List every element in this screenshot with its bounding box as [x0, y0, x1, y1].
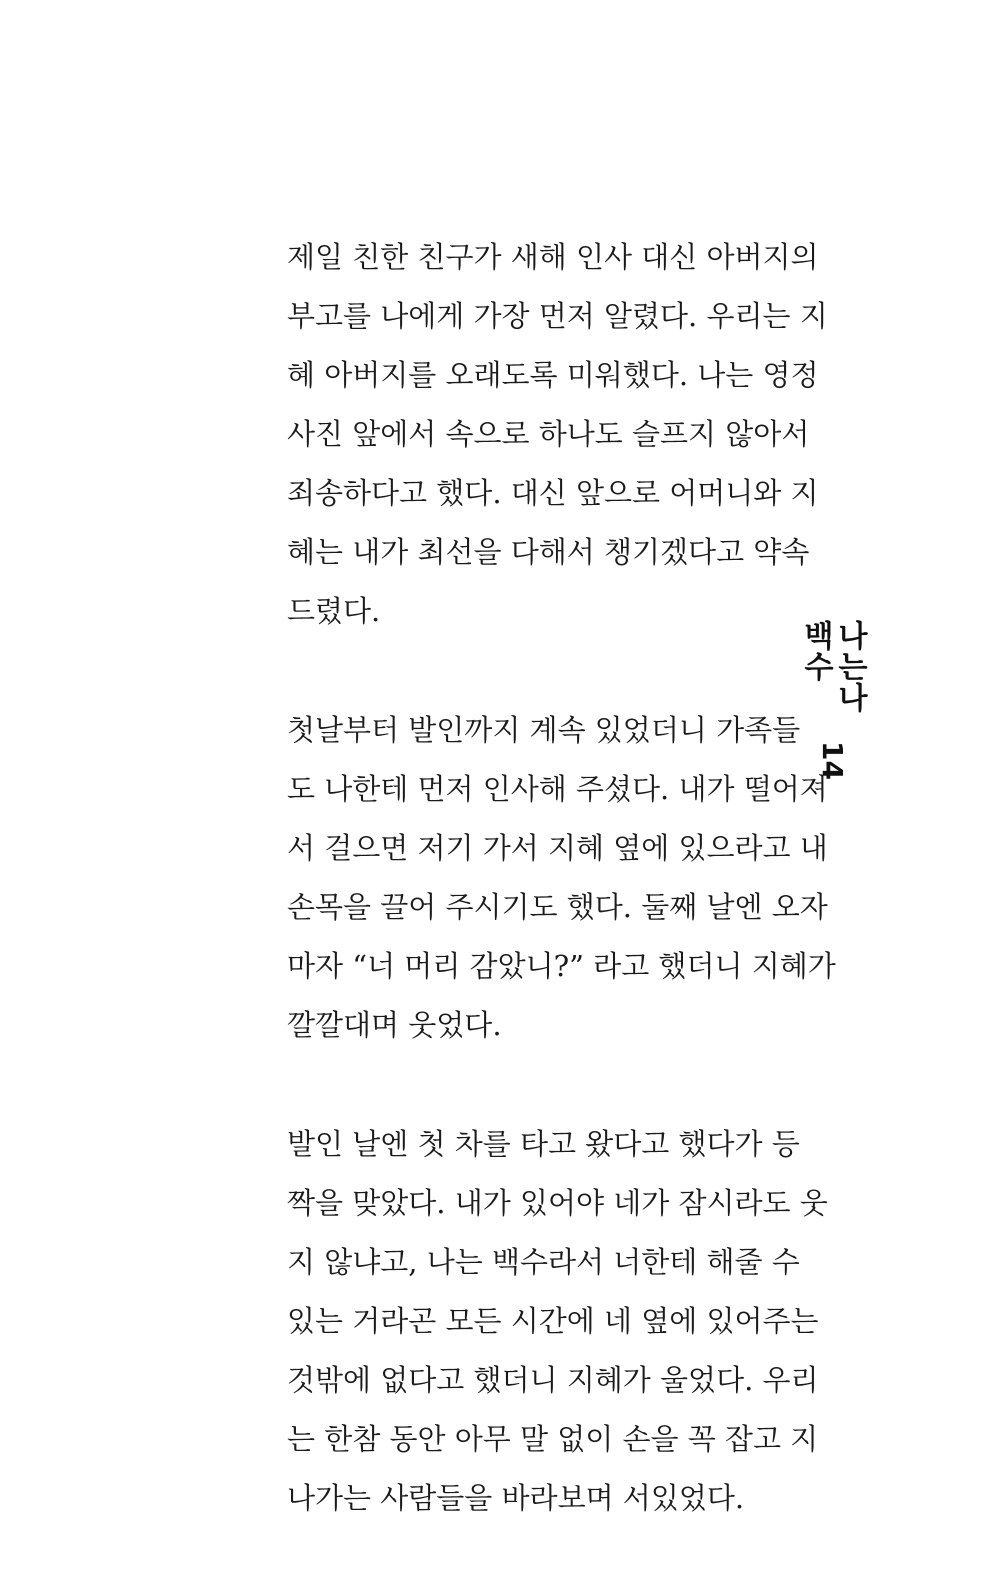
text-line: 도 나한테 먼저 인사해 주셨다. 내가 떨어져	[287, 772, 828, 806]
running-head	[798, 620, 867, 780]
text-line: 는 한참 동안 아무 말 없이 손을 꼭 잡고 지	[287, 1422, 819, 1456]
text-line: 제일 친한 친구가 새해 인사 대신 아버지의	[287, 240, 819, 274]
page-number: 14	[816, 741, 849, 780]
text-line: 혜 아버지를 오래도록 미워했다. 나는 영정	[287, 358, 819, 392]
text-line: 나가는 사람들을 바라보며 서있었다.	[287, 1481, 745, 1515]
text-line: 첫날부터 발인까지 계속 있었더니 가족들	[287, 713, 801, 747]
text-line: 혜는 내가 최선을 다해서 챙기겠다고 약속	[287, 535, 810, 569]
text-line: 드렸다.	[287, 594, 381, 628]
paragraph-1	[287, 228, 828, 641]
text-line: 죄송하다고 했다. 대신 앞으로 어머니와 지	[287, 476, 819, 510]
text-line: 서 걸으면 저기 가서 지혜 옆에 있으라고 내	[287, 831, 828, 865]
text-line: 손목을 끌어 주시기도 했다. 둘째 날엔 오자	[287, 890, 828, 924]
running-head-title: 나는나백수	[798, 620, 867, 713]
text-line: 부고를 나에게 가장 먼저 알렸다. 우리는 지	[287, 299, 828, 333]
text-line: 있는 거라곤 모든 시간에 네 옆에 있어주는	[287, 1304, 819, 1338]
text-line: 지 않냐고, 나는 백수라서 너한테 해줄 수	[287, 1245, 800, 1279]
text-line: 마자 “너 머리 감았니?” 라고 했더니 지혜가	[287, 949, 836, 983]
text-line: 짝을 맞았다. 내가 있어야 네가 잠시라도 웃	[287, 1186, 828, 1220]
text-line: 깔깔대며 웃었다.	[287, 1008, 502, 1042]
text-line: 사진 앞에서 속으로 하나도 슬프지 않아서	[287, 417, 810, 451]
text-line: 발인 날엔 첫 차를 타고 왔다고 했다가 등	[287, 1127, 800, 1161]
text-line: 것밖에 없다고 했더니 지혜가 울었다. 우리	[287, 1363, 819, 1397]
paragraph-3	[287, 1115, 828, 1528]
